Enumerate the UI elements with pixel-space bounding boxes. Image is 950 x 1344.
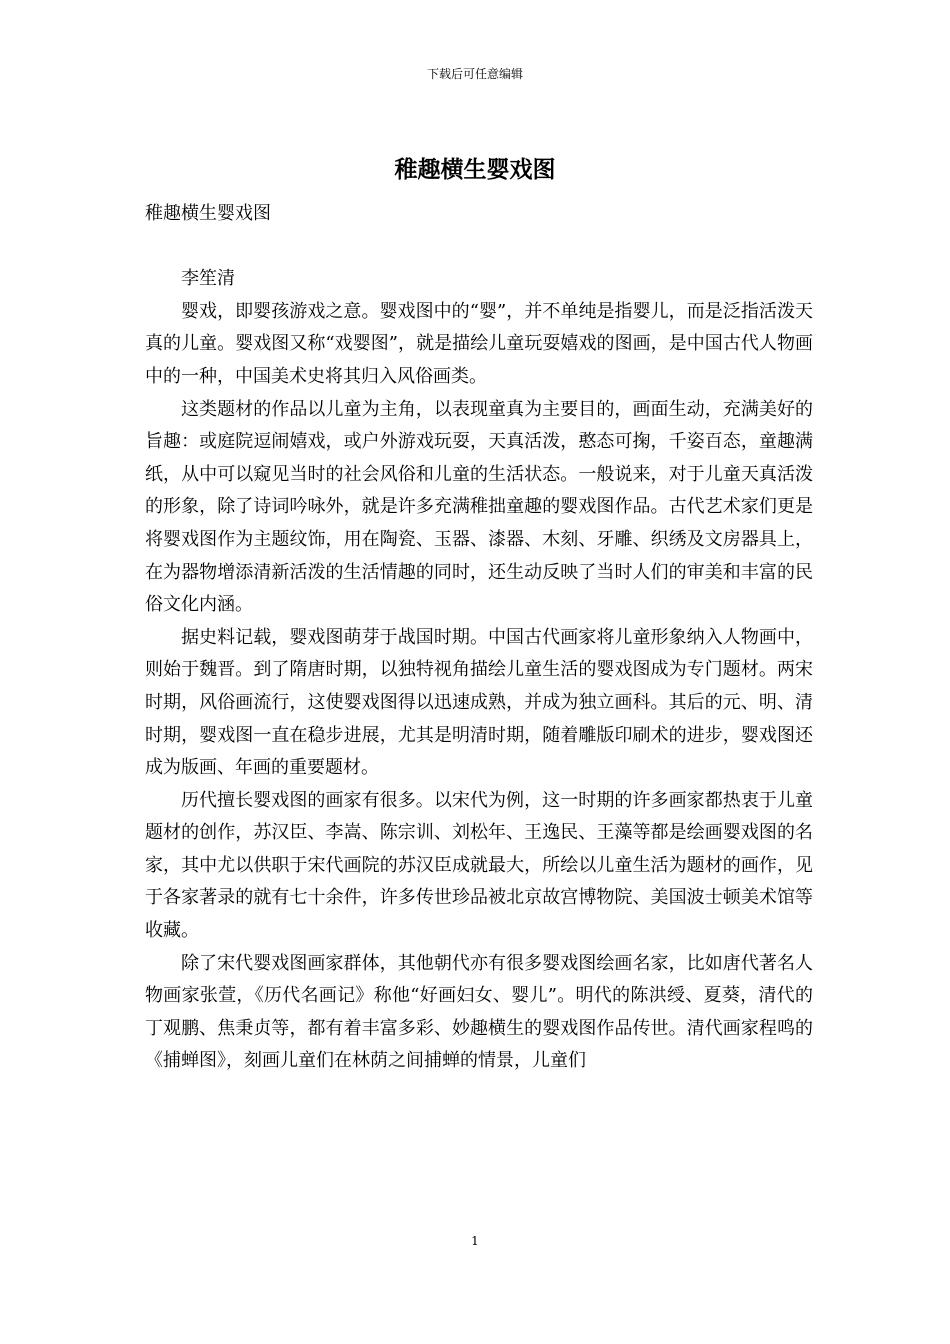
body-paragraph-5: 除了宋代婴戏图画家群体，其他朝代亦有很多婴戏图绘画名家，比如唐代著名人物画家张萱，《历代名画记》称他“好画妇女、婴儿”。明代的陈洪绶、夏葵，清代的丁观鹏、焦秉贞等，都有着丰富多彩、妙趣横生的婴戏图作品传世。清代画家程鸣的《捕蝉图》，刻画儿童们在林荫之间捕蝉的情景，儿童们 (145, 952, 813, 1072)
page-number: 1 (471, 1234, 479, 1248)
page-header-note: 下载后可任意编辑 (426, 67, 523, 81)
document-body (145, 198, 813, 1078)
body-paragraph-1: 婴戏，即婴孩游戏之意。婴戏图中的“婴”，并不单纯是指婴儿，而是泛指活泼天真的儿童。婴戏图又称“戏婴图”，就是描绘儿童玩耍嬉戏的图画，是中国古代人物画中的一种，中国美术史将其归入风俗画类。 (145, 300, 813, 387)
body-paragraph-4: 历代擅长婴戏图的画家有很多。以宋代为例，这一时期的许多画家都热衷于儿童题材的创作，苏汉臣、李嵩、陈宗训、刘松年、王逸民、王藻等都是绘画婴戏图的名家，其中尤以供职于宋代画院的苏汉臣成就最大，所绘以儿童生活为题材的画作，见于各家著录的就有七十余件，许多传世珍品被北京故宫博物院、美国波士顿美术馆等收藏。 (145, 789, 813, 942)
author-name: 李笙清 (181, 268, 235, 290)
document-title: 稚趣横生婴戏图 (394, 156, 556, 183)
body-paragraph-3: 据史料记载，婴戏图萌芽于战国时期。中国古代画家将儿童形象纳入人物画中，则始于魏晋。到了隋唐时期，以独特视角描绘儿童生活的婴戏图成为专门题材。两宋时期，风俗画流行，这使婴戏图得以迅速成熟，并成为独立画科。其后的元、明、清时期，婴戏图一直在稳步进展，尤其是明清时期，随着雕版印刷术的进步，婴戏图还成为版画、年画的重要题材。 (145, 626, 813, 779)
body-paragraph-2: 这类题材的作品以儿童为主角，以表现童真为主要目的，画面生动，充满美好的旨趣：或庭院逗闹嬉戏，或户外游戏玩耍，天真活泼，憨态可掬，千姿百态，童趣满纸，从中可以窥见当时的社会风俗和儿童的生活状态。一般说来，对于儿童天真活泼的形象，除了诗词吟咏外，就是许多充满稚拙童趣的婴戏图作品。古代艺术家们更是将婴戏图作为主题纹饰，用在陶瓷、玉器、漆器、木刻、牙雕、织绣及文房器具上，在为器物增添清新活泼的生活情趣的同时，还生动反映了当时人们的审美和丰富的民俗文化内涵。 (145, 398, 813, 616)
document-subtitle: 稚趣横生婴戏图 (145, 203, 271, 224)
